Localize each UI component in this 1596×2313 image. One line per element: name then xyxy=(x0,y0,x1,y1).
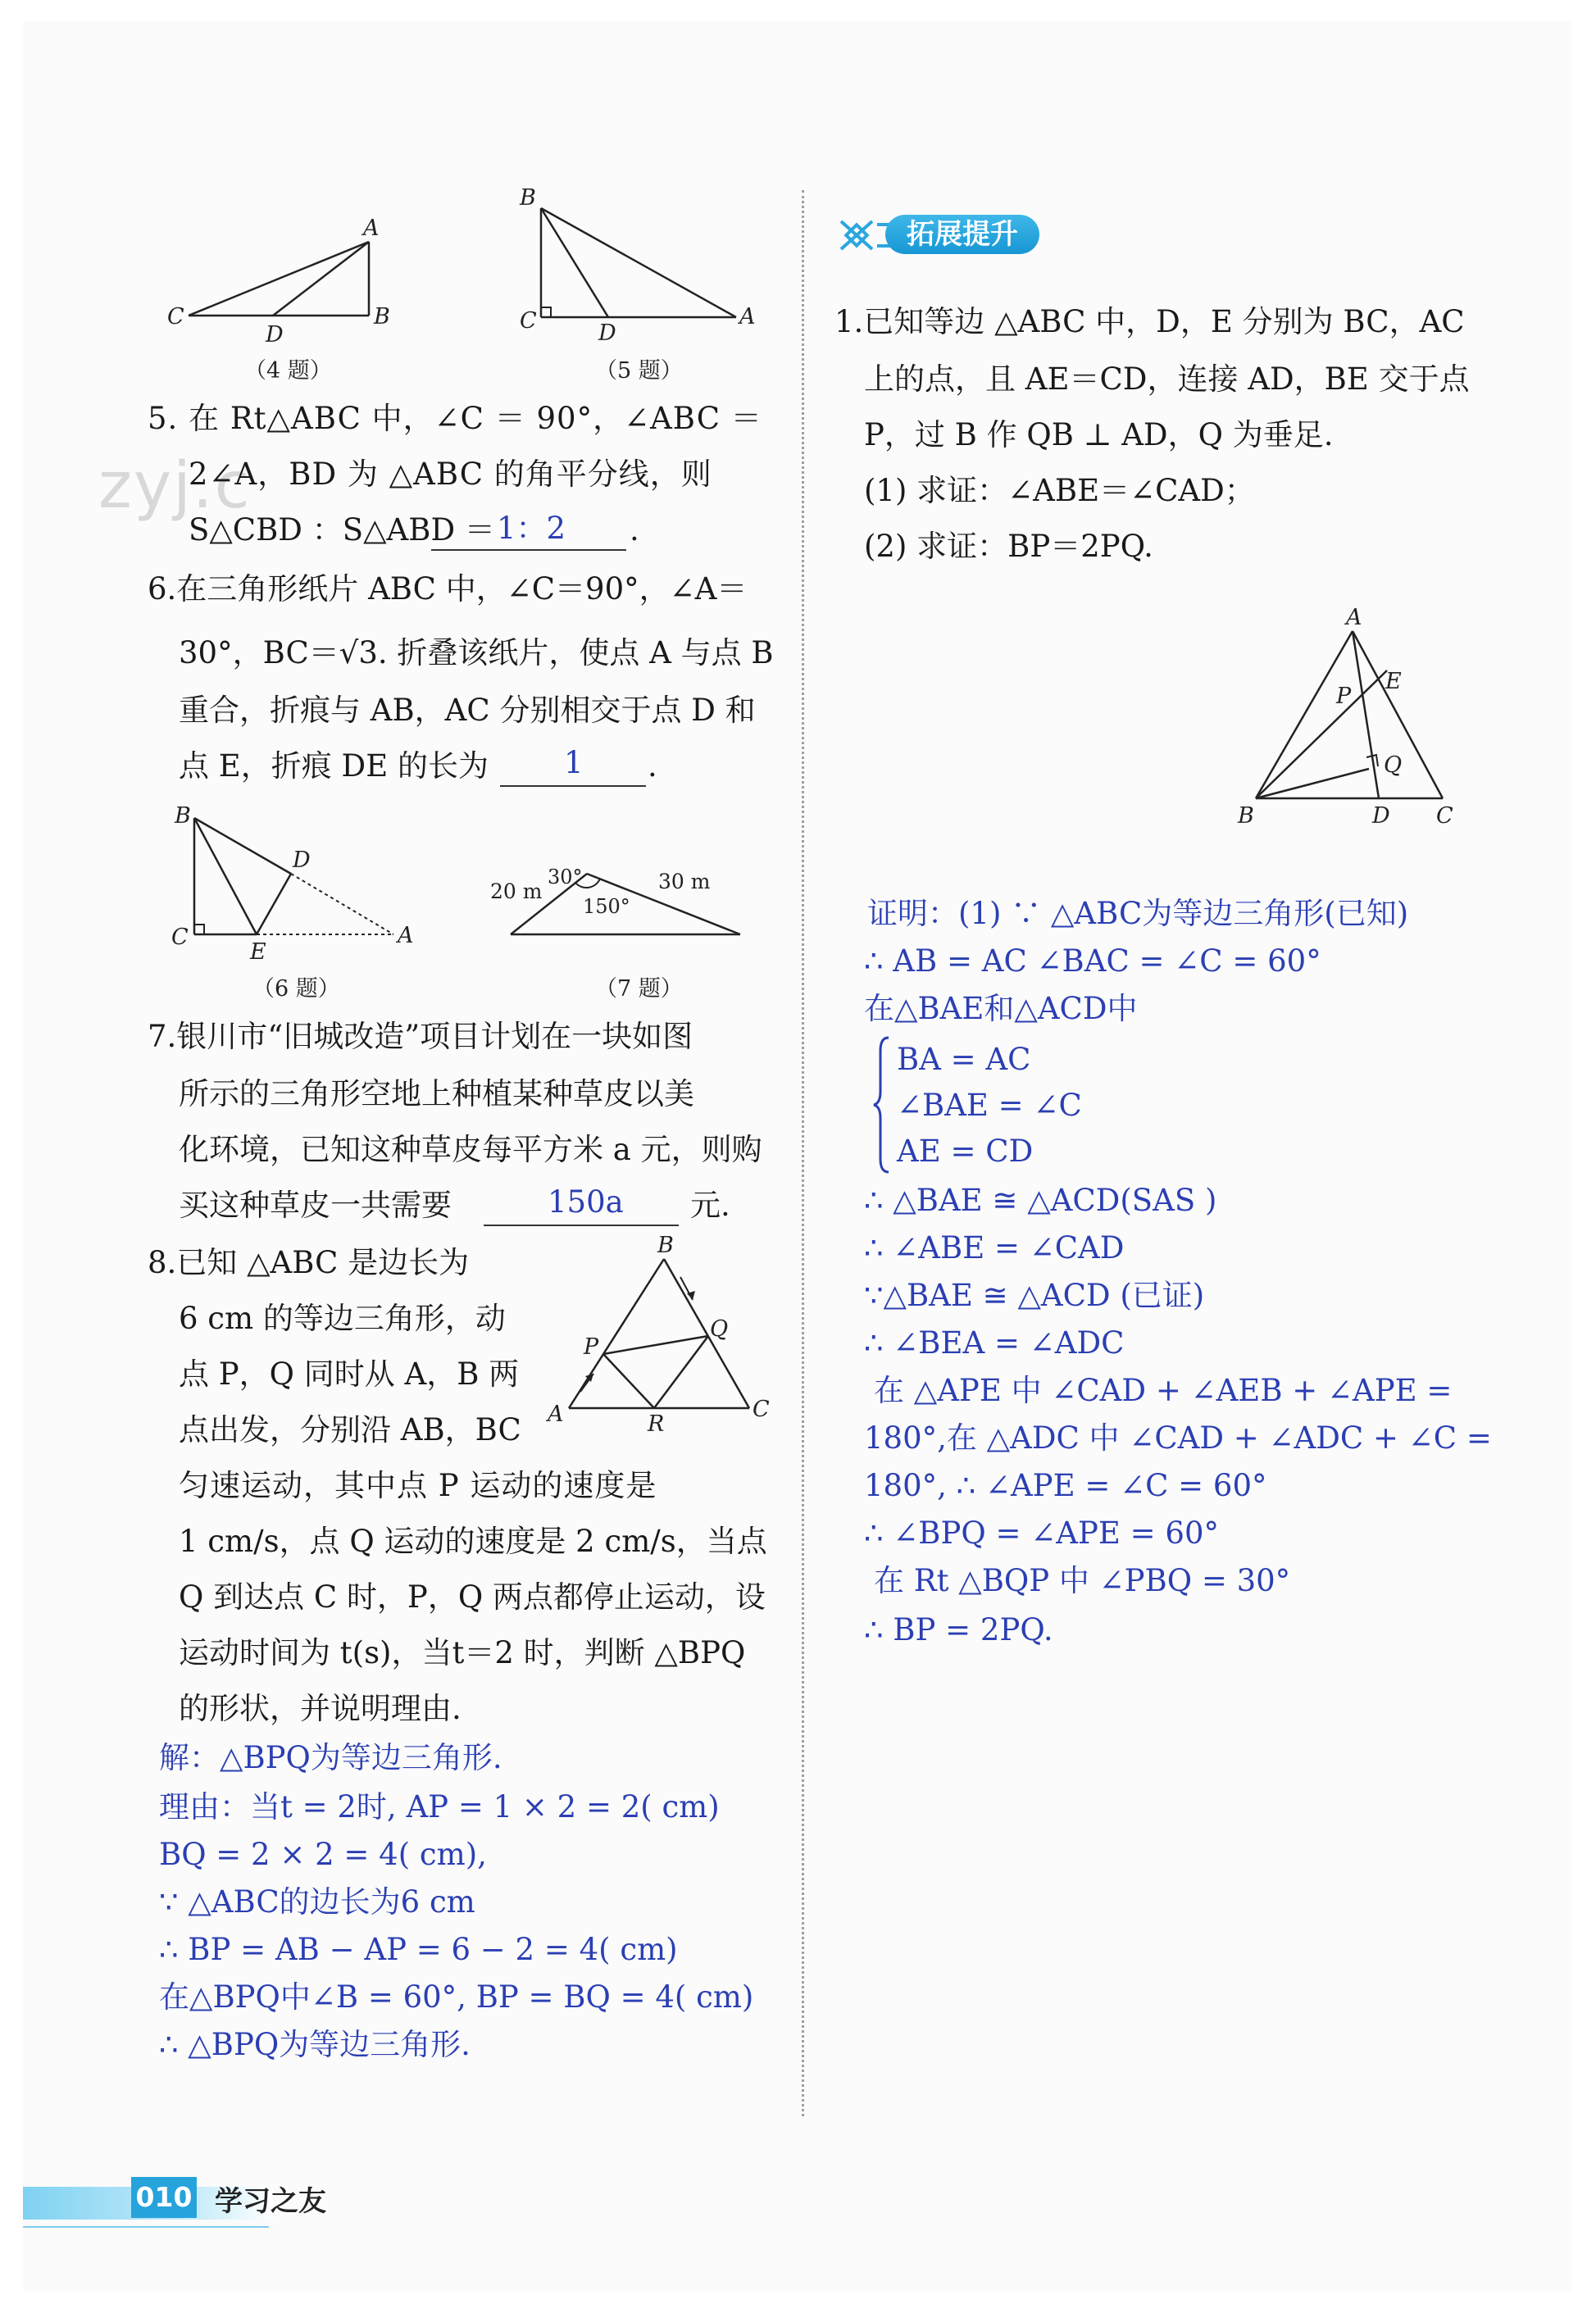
q5-answer: 1：2 xyxy=(497,511,566,546)
caption-q5: （5 题） xyxy=(595,358,683,384)
label-C: C xyxy=(520,308,537,334)
proof-line13: ∴ BP = 2PQ. xyxy=(864,1612,1053,1647)
label-B: B xyxy=(520,185,536,211)
label-A: A xyxy=(1346,605,1362,630)
r1-line5: (2) 求证：BP＝2PQ. xyxy=(864,529,1153,564)
r1-line1: 1.已知等边 △ABC 中，D，E 分别为 BC，AC xyxy=(834,304,1465,339)
label-D: D xyxy=(293,847,311,873)
q8-solution-line4: ∵ △ABC的边长为6 cm xyxy=(159,1884,475,1920)
q7-line4: 买这种草皮一共需要 xyxy=(179,1188,452,1223)
label-A: A xyxy=(548,1402,564,1427)
figure-q5 xyxy=(516,185,762,346)
watermark: zyj.c xyxy=(98,449,252,523)
q6-line2: 30°，BC＝√3. 折叠该纸片，使点 A 与点 B xyxy=(179,635,774,670)
column-divider xyxy=(802,190,804,2116)
brand-name: 学习之友 xyxy=(215,2185,326,2218)
proof-line1: 证明：(1) ∵ △ABC为等边三角形(已知) xyxy=(867,896,1409,931)
q8-solution-line1: 解：△BPQ为等边三角形. xyxy=(159,1740,502,1775)
proof-line3: 在△BAE和△ACD中 xyxy=(864,991,1138,1026)
label-30m: 30 m xyxy=(658,870,711,893)
q8-line9: 的形状，并说明理由. xyxy=(179,1691,462,1726)
proof-line11: ∴ ∠BPQ = ∠APE = 60° xyxy=(864,1515,1219,1551)
label-P: P xyxy=(1336,684,1352,709)
caption-q6: （6 题） xyxy=(252,976,340,1002)
proof-line2: ∴ AB = AC ∠BAC = ∠C = 60° xyxy=(864,943,1321,979)
q6-answer: 1 xyxy=(564,745,584,780)
q6-line1: 6.在三角形纸片 ABC 中，∠C＝90°，∠A＝ xyxy=(148,571,748,607)
q8-solution-line7: ∴ △BPQ为等边三角形. xyxy=(159,2027,471,2062)
q5-answer-line xyxy=(431,549,626,551)
q6-end: . xyxy=(648,748,657,784)
label-30deg: 30° xyxy=(548,866,583,888)
q5-line1: 5. 在 Rt△ABC 中，∠C ＝ 90°，∠ABC ＝ xyxy=(148,401,762,436)
r1-line2: 上的点，且 AE＝CD，连接 AD，BE 交于点 xyxy=(864,361,1470,397)
q8-solution-line3: BQ = 2 × 2 = 4( cm), xyxy=(159,1837,487,1872)
label-150deg: 150° xyxy=(583,895,630,918)
q7-line3: 化环境，已知这种草皮每平方米 a 元，则购 xyxy=(179,1132,762,1167)
brace-line1: BA = AC xyxy=(897,1042,1031,1077)
label-C: C xyxy=(171,925,189,950)
label-A: A xyxy=(739,304,756,329)
label-C: C xyxy=(1436,803,1453,829)
q5-line3: S△CBD ：S△ABD ＝ xyxy=(189,512,495,548)
brace-line3: AE = CD xyxy=(897,1134,1034,1169)
proof-line6: ∵△BAE ≅ △ACD (已证) xyxy=(864,1278,1205,1313)
proof-line7: ∴ ∠BEA = ∠ADC xyxy=(864,1325,1125,1361)
label-B: B xyxy=(175,803,191,829)
label-B: B xyxy=(374,304,390,329)
brace-line2: ∠BAE = ∠C xyxy=(897,1088,1082,1123)
brace-icon xyxy=(871,1034,892,1175)
q8-line6: 1 cm/s，点 Q 运动的速度是 2 cm/s，当点 xyxy=(179,1524,767,1559)
q8-line1: 8.已知 △ABC 是边长为 xyxy=(148,1245,470,1280)
q8-solution-line2: 理由：当t = 2时, AP = 1 × 2 = 2( cm) xyxy=(159,1789,720,1824)
r1-line4: (1) 求证：∠ABE＝∠CAD； xyxy=(864,473,1255,508)
label-20m: 20 m xyxy=(490,879,543,903)
label-A: A xyxy=(363,216,380,241)
figure-q7 xyxy=(490,859,761,966)
q7-line1: 7.银川市“旧城改造”项目计划在一块如图 xyxy=(148,1019,693,1054)
proof-line9: 180°,在 △ADC 中 ∠CAD + ∠ADC + ∠C = xyxy=(864,1420,1492,1456)
label-Q: Q xyxy=(1384,752,1403,778)
section-banner xyxy=(834,213,1041,256)
q8-line2: 6 cm 的等边三角形，动 xyxy=(179,1301,506,1336)
figure-q6 xyxy=(168,802,422,966)
q7-line2: 所示的三角形空地上种植某种草皮以美 xyxy=(179,1076,694,1111)
caption-q4: （4 题） xyxy=(244,358,332,384)
q8-solution-line5: ∴ BP = AB − AP = 6 − 2 = 4( cm) xyxy=(159,1932,678,1967)
label-D: D xyxy=(1372,803,1390,829)
q8-line3: 点 P，Q 同时从 A，B 两 xyxy=(179,1356,520,1392)
q6-answer-line xyxy=(500,785,646,787)
figure-q8 xyxy=(543,1233,780,1441)
q7-end: 元. xyxy=(690,1188,730,1223)
q8-solution-line6: 在△BPQ中∠B = 60°, BP = BQ = 4( cm) xyxy=(159,1979,754,2015)
figure-q4 xyxy=(164,209,402,348)
label-Q: Q xyxy=(710,1316,729,1342)
r1-line3: P，过 B 作 QB ⊥ AD，Q 为垂足. xyxy=(864,417,1334,452)
label-D: D xyxy=(598,320,616,346)
q7-answer-line xyxy=(484,1225,679,1226)
caption-q7: （7 题） xyxy=(595,976,683,1002)
q8-line4: 点出发，分别沿 AB，BC xyxy=(179,1412,521,1447)
q8-line7: Q 到达点 C 时，P，Q 两点都停止运动，设 xyxy=(179,1579,766,1615)
label-C: C xyxy=(167,304,184,329)
proof-line5: ∴ ∠ABE = ∠CAD xyxy=(864,1230,1125,1266)
q5-end: . xyxy=(630,512,639,548)
q8-line5: 匀速运动，其中点 P 运动的速度是 xyxy=(179,1468,657,1503)
label-B: B xyxy=(1238,803,1254,829)
label-B: B xyxy=(657,1233,674,1258)
proof-line4: ∴ △BAE ≅ △ACD(SAS ) xyxy=(864,1183,1217,1218)
proof-line8: 在 △APE 中 ∠CAD + ∠AEB + ∠APE = xyxy=(874,1373,1453,1408)
q5-line2: 2∠A，BD 为 △ABC 的角平分线，则 xyxy=(189,457,712,492)
label-C: C xyxy=(753,1397,770,1422)
proof-line10: 180°, ∴ ∠APE = ∠C = 60° xyxy=(864,1468,1267,1503)
section-title: 拓展提升 xyxy=(885,215,1039,254)
label-P: P xyxy=(584,1334,599,1360)
q6-line3: 重合，折痕与 AB，AC 分别相交于点 D 和 xyxy=(179,693,756,728)
q6-line4: 点 E，折痕 DE 的长为 xyxy=(179,748,489,784)
label-R: R xyxy=(648,1411,665,1437)
q8-line8: 运动时间为 t(s)，当t＝2 时，判断 △BPQ xyxy=(179,1635,746,1670)
label-A: A xyxy=(398,923,414,948)
label-D: D xyxy=(266,322,284,348)
figure-r1 xyxy=(1238,605,1476,829)
label-E: E xyxy=(1385,669,1402,694)
page-number: 010 xyxy=(131,2177,197,2218)
q7-answer: 150a xyxy=(548,1184,624,1220)
proof-line12: 在 Rt △BQP 中 ∠PBQ = 30° xyxy=(874,1563,1291,1598)
footer-line xyxy=(23,2226,269,2228)
label-E: E xyxy=(250,939,266,965)
